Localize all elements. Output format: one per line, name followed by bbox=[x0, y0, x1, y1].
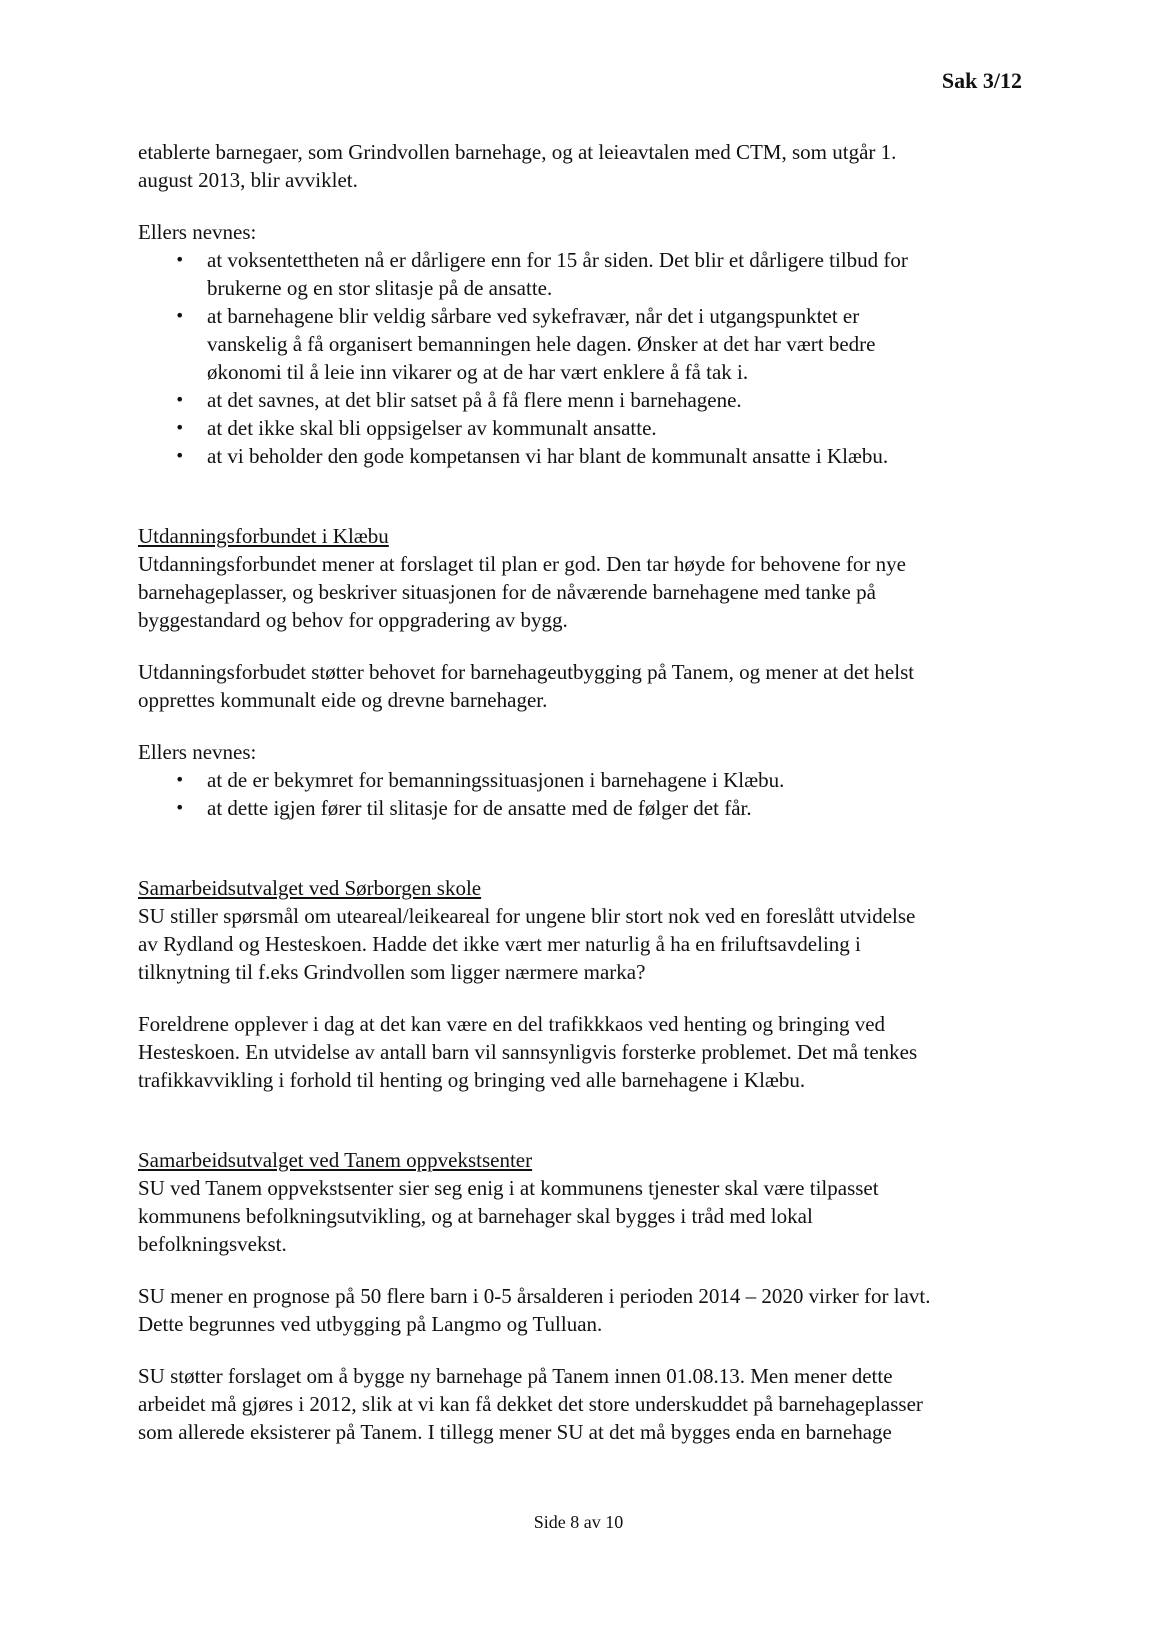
utdanning-ellers-label: Ellers nevnes: bbox=[138, 740, 257, 764]
list-item: • at det savnes, at det blir satset på å få flere menn i barnehagene. bbox=[175, 388, 742, 412]
bullet-icon: • bbox=[175, 250, 185, 269]
section-heading-tanem: Samarbeidsutvalget ved Tanem oppvekstsenter bbox=[138, 1148, 533, 1172]
sorborgen-paragraph-1: SU stiller spørsmål om uteareal/leikeareal for ungene blir stort nok ved en foreslått utvidelse av Rydland og Hesteskoen. Hadde det ikke vært mer naturlig å ha en friluftsavdeling i tilknytning til f.eks Grindvollen som ligger nærmere marka? bbox=[138, 904, 916, 984]
tanem-paragraph-3: SU støtter forslaget om å bygge ny barnehage på Tanem innen 01.08.13. Men mener dette arbeidet må gjøres i 2012, slik at vi kan få dekket det store underskuddet på barnehageplasser som allerede eksisterer på Tanem. I tillegg mener SU at det må bygges enda en barnehage bbox=[138, 1364, 923, 1444]
section-heading-sorborgen: Samarbeidsutvalget ved Sørborgen skole bbox=[138, 876, 482, 900]
utdanning-bullet-list bbox=[138, 766, 1028, 822]
bullet-icon: • bbox=[175, 306, 185, 325]
bullet-icon: • bbox=[175, 390, 185, 409]
tanem-paragraph-1: SU ved Tanem oppvekstsenter sier seg enig i at kommunens tjenester skal være tilpasset kommunens befolkningsutvikling, og at barnehager skal bygges i tråd med lokal befolkningsvekst. bbox=[138, 1176, 879, 1256]
utdanning-paragraph-1: Utdanningsforbundet mener at forslaget til plan er god. Den tar høyde for behovene for nye barnehageplasser, og beskriver situasjonen for de nåværende barnehagene med tanke på byggestandard og behov for oppgradering av bygg. bbox=[138, 552, 906, 632]
page-footer: Side 8 av 10 bbox=[533, 1512, 624, 1532]
intro-paragraph: etablerte barnegaer, som Grindvollen barnehage, og at leieavtalen med CTM, som utgår 1. august 2013, blir avviklet. bbox=[138, 140, 897, 192]
intro-bullet-list bbox=[138, 246, 1028, 470]
document-body bbox=[138, 138, 1028, 1446]
bullet-icon: • bbox=[175, 770, 185, 789]
bullet-icon: • bbox=[175, 418, 185, 437]
utdanning-paragraph-2: Utdanningsforbudet støtter behovet for barnehageutbygging på Tanem, og mener at det helst opprettes kommunalt eide og drevne barnehager. bbox=[138, 660, 915, 712]
tanem-paragraph-2: SU mener en prognose på 50 flere barn i 0-5 årsalderen i perioden 2014 – 2020 virker for lavt. Dette begrunnes ved utbygging på Langmo og Tulluan. bbox=[138, 1284, 931, 1336]
case-number: Sak 3/12 bbox=[941, 68, 1022, 93]
list-item: • at de er bekymret for bemanningssituasjonen i barnehagene i Klæbu. bbox=[175, 768, 785, 792]
list-item: • at voksentettheten nå er dårligere enn for 15 år siden. Det blir et dårligere tilbud for brukerne og en stor slitasje på de ansatte. bbox=[175, 248, 908, 300]
sorborgen-paragraph-2: Foreldrene opplever i dag at det kan være en del trafikkkaos ved henting og bringing ved Hesteskoen. En utvidelse av antall barn vil sannsynligvis forsterke problemet. Det må tenkes trafikkavvikling i forhold til henting og bringing ved alle barnehagene i Klæbu. bbox=[138, 1012, 918, 1092]
list-item: • at barnehagene blir veldig sårbare ved sykefravær, når det i utgangspunktet er vanskelig å få organisert bemanningen hele dagen. Ønsker at det har vært bedre økonomi til å leie inn vikarer og at de har vært enklere å få tak i. bbox=[175, 304, 876, 384]
list-item: • at vi beholder den gode kompetansen vi har blant de kommunalt ansatte i Klæbu. bbox=[175, 444, 889, 468]
list-item: • at dette igjen fører til slitasje for de ansatte med de følger det får. bbox=[175, 796, 752, 820]
list-item: • at det ikke skal bli oppsigelser av kommunalt ansatte. bbox=[175, 416, 657, 440]
bullet-icon: • bbox=[175, 446, 185, 465]
section-heading-utdanningsforbundet: Utdanningsforbundet i Klæbu bbox=[138, 524, 389, 548]
bullet-icon: • bbox=[175, 798, 185, 817]
intro-ellers-label: Ellers nevnes: bbox=[138, 220, 257, 244]
